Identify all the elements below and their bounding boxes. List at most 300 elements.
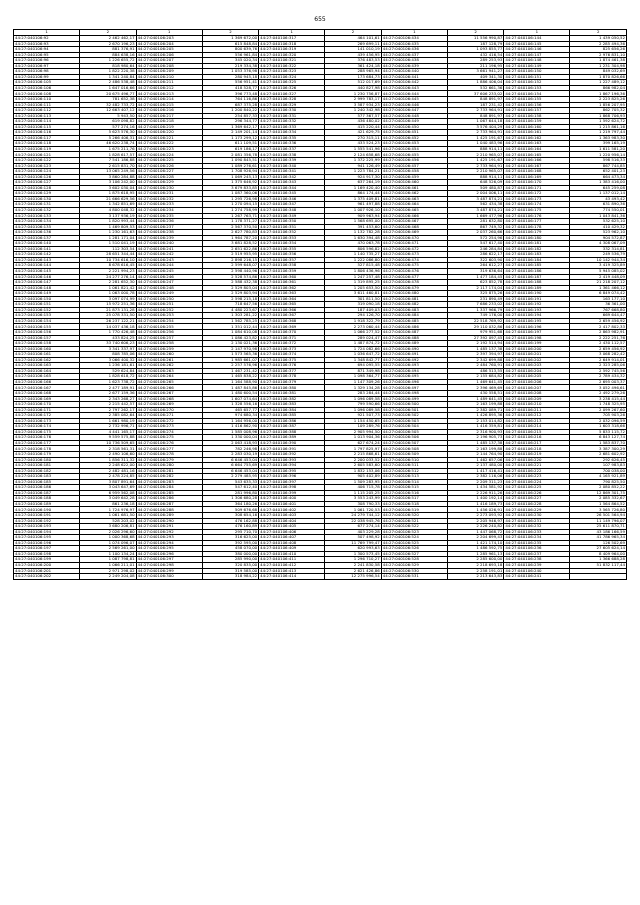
cadastral-value-cell: 392 595,00 [202,540,258,546]
cadastral-value-cell: 2 144 764,90 [447,452,503,458]
cadastral-value-cell: 2 209 311,23 [447,479,503,485]
cadastral-number-cell: 44:27:040106:211 [504,407,570,413]
cadastral-number-cell: 44:27:040106:155 [504,97,570,103]
cadastral-value-cell: 861 236,18 [80,501,136,507]
cadastral-value-cell: 1 040 483,96 [447,141,503,147]
cadastral-value-cell: 2 221 994,23 [80,268,136,274]
cadastral-value-cell: 2 285 600,00 [447,557,503,563]
cadastral-number-cell: 44:27:040106:492 [381,357,447,363]
cadastral-number-cell: 44:27:040106:122 [14,158,80,164]
column-header: 2 [447,30,503,36]
cadastral-number-cell: 44:27:040106:111 [14,102,80,108]
cadastral-number-cell: 44:27:040106:196 [504,324,570,330]
cadastral-number-cell: 44:27:040106:293 [136,535,202,541]
cadastral-value-cell: 1 140 735,27 [325,252,381,258]
cadastral-value-cell: 269 699,11 [325,41,381,47]
cadastral-value-cell: 1 564 864,52 [570,501,627,507]
cadastral-value-cell: 941 126,49 [325,163,381,169]
cadastral-number-cell: 44:27:040106:173 [14,418,80,424]
cadastral-value-cell: 1 375 646,92 [202,180,258,186]
cadastral-value-cell: 2 226 911,26 [447,490,503,496]
cadastral-value-cell: 2 205 946,97 [447,518,503,524]
cadastral-value-cell: 664 473,34 [570,174,627,180]
cadastral-value-cell: 1 341 240,84 [80,74,136,80]
cadastral-number-cell: 44:27:040106:151 [14,302,80,308]
cadastral-number-cell: 44:27:040106:234 [136,207,202,213]
cadastral-value-cell: 281 996,80 [202,490,258,496]
cadastral-value-cell: 1 147 309,26 [325,379,381,385]
cadastral-value-cell: 2 396 469,69 [447,385,503,391]
cadastral-number-cell: 44:27:040106:276 [136,440,202,446]
cadastral-value-cell: 1 137 012,14 [570,191,627,197]
cadastral-value-cell: 20 675 496,77 [80,91,136,97]
cadastral-value-cell: 316 625,00 [202,535,258,541]
cadastral-value-cell: 781 652,38 [80,97,136,103]
cadastral-value-cell: 6 959 562,08 [80,490,136,496]
cadastral-value-cell: 1 828 618,72 [80,374,136,380]
cadastral-number-cell: 44:27:040106:185 [14,479,80,485]
cadastral-number-cell: 44:27:040106:153 [504,85,570,91]
cadastral-value-cell: 637 264,19 [325,180,381,186]
cadastral-number-cell: 44:27:040106:502 [381,413,447,419]
cadastral-value-cell: 286 622,17 [447,252,503,258]
cadastral-number-cell: 44:27:040106:319 [259,47,325,53]
cadastral-number-cell: 44:27:040106:285 [136,490,202,496]
cadastral-value-cell: 2 155 684,82 [447,374,503,380]
cadastral-number-cell: 44:27:040106:283 [136,479,202,485]
cadastral-value-cell: 26 237 122,21 [80,318,136,324]
cadastral-value-cell: 1 487 845,86 [202,385,258,391]
cadastral-number-cell: 44:27:040106:150 [504,69,570,75]
cadastral-number-cell: 44:27:040106:467 [381,219,447,225]
cadastral-value-cell: 8 409 964,00 [570,551,627,557]
cadastral-number-cell: 44:27:040106:213 [136,91,202,97]
cadastral-number-cell: 44:27:040106:210 [136,74,202,80]
cadastral-value-cell: 51 832 117,44 [570,562,627,568]
cadastral-number-cell: 44:27:040106:525 [381,540,447,546]
cadastral-number-cell: 44:27:040106:436 [381,47,447,53]
cadastral-value-cell: 2 137 480,00 [447,463,503,469]
cadastral-value-cell: 2 099 267,60 [570,407,627,413]
cadastral-number-cell: 44:27:040106:168 [504,169,570,175]
cadastral-number-cell: 44:27:040106:435 [381,41,447,47]
cadastral-value-cell: 433 824,25 [80,335,136,341]
cadastral-value-cell: 391 453,60 [325,224,381,230]
cadastral-number-cell: 44:27:040106:381 [259,391,325,397]
cadastral-number-cell: 44:27:040106:214 [504,424,570,430]
cadastral-number-cell: 44:27:040106:355 [259,246,325,252]
cadastral-value-cell: 1 434 581,92 [447,485,503,491]
cadastral-number-cell: 44:27:040106:223 [136,146,202,152]
cadastral-number-cell: 44:27:040106:219 [136,124,202,130]
cadastral-value-cell: 3 052 496,61 [570,385,627,391]
cadastral-number-cell: 44:27:040106:217 [136,113,202,119]
cadastral-number-cell: 44:27:040106:375 [259,357,325,363]
cadastral-number-cell: 44:27:040106:257 [136,335,202,341]
cadastral-value-cell: 1 918 322,79 [325,318,381,324]
cadastral-number-cell: 44:27:040106:185 [504,263,570,269]
cadastral-number-cell: 44:27:040106:218 [504,446,570,452]
cadastral-number-cell: 44:27:040106:269 [136,402,202,408]
cadastral-number-cell: 44:27:040106:328 [259,97,325,103]
cadastral-value-cell: 1 856 207,95 [570,102,627,108]
cadastral-value-cell: 1 822 220,38 [80,69,136,75]
cadastral-number-cell: 44:27:040106:226 [136,163,202,169]
cadastral-number-cell: 44:27:040106:215 [504,429,570,435]
cadastral-number-cell: 44:27:040106:337 [259,146,325,152]
cadastral-value-cell: 4 165 921,89 [570,474,627,480]
cadastral-number-cell: 44:27:040106:229 [504,507,570,513]
cadastral-value-cell: 21 218 207,12 [570,280,627,286]
cadastral-value-cell: 3 679 833,85 [202,185,258,191]
cadastral-number-cell: 44:27:040106:145 [14,268,80,274]
cadastral-value-cell: 1 053 376,98 [202,69,258,75]
cadastral-number-cell: 44:27:040106:401 [259,501,325,507]
cadastral-number-cell: 44:27:040106:212 [504,413,570,419]
cadastral-value-cell: 1 086 423,82 [202,335,258,341]
cadastral-value-cell: 2 192 514,94 [447,341,503,347]
cadastral-value-cell: 5 945 085,02 [570,268,627,274]
cadastral-value-cell: 410 429,32 [570,224,627,230]
cadastral-value-cell: 562 434,38 [447,202,503,208]
cadastral-number-cell: 44:27:040106:168 [14,391,80,397]
cadastral-value-cell: 21 666 629,56 [80,196,136,202]
cadastral-value-cell: 211 196,95 [447,63,503,69]
cadastral-value-cell: 1 603 318,66 [570,424,627,430]
cadastral-number-cell: 44:27:040106:189 [504,285,570,291]
cadastral-value-cell: 2 382 116,06 [447,474,503,480]
cadastral-value-cell: 1 369 642,17 [202,124,258,130]
cadastral-value-cell: 2 285 494,36 [570,41,627,47]
cadastral-number-cell: 44:27:040106:188 [14,496,80,502]
cadastral-value-cell: 46 620 238,74 [80,141,136,147]
cadastral-value-cell: 4 308 067,09 [570,241,627,247]
cadastral-number-cell: 44:27:040106:335 [259,135,325,141]
cadastral-number-cell: 44:27:040106:190 [504,291,570,297]
cadastral-number-cell: 44:27:040106:134 [14,219,80,225]
cadastral-number-cell: 44:27:040106:129 [14,191,80,197]
cadastral-value-cell: 288 965,94 [325,69,381,75]
cadastral-number-cell: 44:27:040106:487 [381,329,447,335]
cadastral-value-cell: 2 681 602,92 [570,452,627,458]
cadastral-value-cell: 10 142 944,34 [570,257,627,263]
cadastral-value-cell: 1 043 841,36 [570,213,627,219]
cadastral-number-cell: 44:27:040106:205 [504,374,570,380]
cadastral-number-cell: 44:27:040106:292 [136,529,202,535]
column-header: 1 [259,30,325,36]
cadastral-value-cell: 1 061 720,53 [325,507,381,513]
cadastral-value-cell: 2 898 216,15 [202,257,258,263]
cadastral-number-cell: 44:27:040106:288 [136,507,202,513]
cadastral-number-cell: 44:27:040106:144 [14,263,80,269]
cadastral-value-cell: 1 607 074,64 [202,396,258,402]
cadastral-value-cell: 1 724 082,66 [325,346,381,352]
cadastral-number-cell: 44:27:040106:154 [14,318,80,324]
cadastral-number-cell: 44:27:040106:207 [504,385,570,391]
cadastral-number-cell: 44:27:040106:155 [14,324,80,330]
cadastral-number-cell: 44:27:040106:153 [14,313,80,319]
cadastral-number-cell: 44:27:040106:343 [259,180,325,186]
cadastral-value-cell: 1 583 837,70 [570,440,627,446]
cadastral-value-cell: 2 733 964,91 [447,163,503,169]
cadastral-value-cell: 10 736 509,65 [80,440,136,446]
cadastral-number-cell: 44:27:040106:193 [14,524,80,530]
cadastral-value-cell: 615 848,84 [202,41,258,47]
cadastral-value-cell: 2 204 699,43 [447,535,503,541]
cadastral-value-cell: 6 849 074,42 [570,291,627,297]
cadastral-number-cell: 44:27:040106:351 [259,224,325,230]
cadastral-number-cell: 44:27:040106:230 [136,185,202,191]
cadastral-number-cell: 44:27:040106:298 [136,562,202,568]
cadastral-value-cell: 1 061 821,42 [80,285,136,291]
cadastral-value-cell: 2 462 462,17 [80,36,136,42]
cadastral-number-cell: 44:27:040106:156 [14,329,80,335]
cadastral-value-cell: 1 439 050,52 [570,36,627,42]
cadastral-value-cell: 782 246,98 [202,446,258,452]
cadastral-value-cell: 1 456 026,91 [447,507,503,513]
cadastral-value-cell: 476 160,89 [202,524,258,530]
cadastral-value-cell: 979 951,68 [447,329,503,335]
cadastral-number-cell: 44:27:040106:164 [14,368,80,374]
cadastral-value-cell: 1 875 618,95 [80,191,136,197]
cadastral-value-cell: 2 080 852,22 [570,485,627,491]
cadastral-number-cell: 44:27:040106:412 [259,562,325,568]
cadastral-number-cell: 44:27:040106:207 [136,58,202,64]
cadastral-value-cell: 3 387 300,29 [570,446,627,452]
cadastral-value-cell: 881 376,91 [80,47,136,53]
cadastral-value-cell: 718 647,56 [202,302,258,308]
cadastral-value-cell: 806 596,82 [325,246,381,252]
cadastral-value-cell: 767 668,80 [570,307,627,313]
cadastral-number-cell: 44:27:040106:270 [136,407,202,413]
cadastral-value-cell: 2 163 199,88 [447,402,503,408]
cadastral-number-cell: 44:27:040106:228 [136,174,202,180]
cadastral-number-cell: 44:27:040106:330 [259,108,325,114]
cadastral-number-cell: 44:27:040106:267 [136,391,202,397]
cadastral-value-cell: 464 101,61 [325,36,381,42]
cadastral-value-cell: 1 090 845,51 [202,158,258,164]
cadastral-value-cell: 396 773,48 [202,91,258,97]
cadastral-value-cell: 5 266 406,31 [80,135,136,141]
cadastral-value-cell: 2 492 279,26 [570,391,627,397]
cadastral-value-cell: 1 383 416,00 [570,180,627,186]
cadastral-number-cell: 44:27:040106:393 [259,457,325,463]
cadastral-value-cell: 1 510 041,19 [80,241,136,247]
cadastral-value-cell: 1 797 825,97 [325,446,381,452]
cadastral-number-cell: 44:27:040106:99 [14,74,80,80]
cadastral-value-cell: 318 984,22 [202,574,258,580]
cadastral-number-cell: 44:27:040106:350 [259,219,325,225]
cadastral-value-cell: 2 385 082,64 [80,413,136,419]
cadastral-value-cell: 1 087 360,06 [202,191,258,197]
cadastral-number-cell: 44:27:040106:445 [381,97,447,103]
cadastral-value-cell: 308 790,33 [325,501,381,507]
cadastral-value-cell: 1 036 647,72 [325,352,381,358]
cadastral-value-cell: 2 248 622,00 [80,463,136,469]
cadastral-value-cell: 28 651 344,44 [80,252,136,258]
cadastral-value-cell: 1 169 420,40 [325,185,381,191]
cadastral-value-cell: 295 710,70 [202,529,258,535]
cadastral-number-cell: 44:27:040106:447 [381,108,447,114]
cadastral-value-cell: 22 038 945,76 [325,518,381,524]
cadastral-number-cell: 44:27:040106:528 [381,557,447,563]
cadastral-value-cell: 3 419 325,89 [570,263,627,269]
cadastral-number-cell: 44:27:040106:446 [381,102,447,108]
cadastral-number-cell: 44:27:040106:160 [504,124,570,130]
cadastral-value-cell: 1 063 000,78 [80,291,136,297]
cadastral-value-cell: 1 096 089,58 [325,407,381,413]
cadastral-value-cell: 1 485 137,38 [447,346,503,352]
cadastral-number-cell: 44:27:040106:180 [14,457,80,463]
cadastral-number-cell: 44:27:040106:105 [14,80,80,86]
cadastral-number-cell: 44:27:040106:247 [136,280,202,286]
cadastral-number-cell: 44:27:040106:468 [381,224,447,230]
cadastral-value-cell: 3 487 874,21 [447,207,503,213]
cadastral-number-cell: 44:27:040106:387 [259,424,325,430]
cadastral-number-cell: 44:27:040106:499 [381,396,447,402]
cadastral-value-cell: 292 626,45 [570,457,627,463]
cadastral-number-cell: 44:27:040106:265 [136,379,202,385]
cadastral-number-cell: 44:27:040106:151 [504,74,570,80]
cadastral-number-cell: 44:27:040106:290 [136,518,202,524]
cadastral-number-cell: 44:27:040106:240 [136,241,202,247]
cadastral-number-cell: 44:27:040106:189 [14,501,80,507]
cadastral-number-cell: 44:27:040106:152 [504,80,570,86]
cadastral-value-cell: 1 337 966,79 [447,307,503,313]
page-number: 655 [314,16,326,23]
cadastral-value-cell: 3 553 243,99 [325,496,381,502]
cadastral-value-cell: 308 654,16 [202,513,258,519]
table-body [14,36,627,580]
cadastral-number-cell: 44:27:040106:274 [136,429,202,435]
cadastral-value-cell: 2 651 622,86 [202,246,258,252]
cadastral-number-cell: 44:27:040106:273 [136,424,202,430]
cadastral-number-cell: 44:27:040106:95 [14,52,80,58]
cadastral-number-cell: 44:27:040106:295 [136,546,202,552]
cadastral-number-cell: 44:27:040106:324 [259,74,325,80]
cadastral-value-cell: 2 085 332,67 [570,496,627,502]
cadastral-number-cell: 44:27:040106:366 [259,307,325,313]
column-header: 2 [325,30,381,36]
cadastral-number-cell: 44:27:040106:510 [381,457,447,463]
cadastral-number-cell: 44:27:040106:515 [381,485,447,491]
cadastral-number-cell: 44:27:040106:291 [136,524,202,530]
cadastral-value-cell: 543 635,33 [202,479,258,485]
cadastral-value-cell: 7 686 233,02 [447,302,503,308]
cadastral-number-cell: 44:27:040106:394 [259,463,325,469]
cadastral-value-cell: 5 943,50 [80,113,136,119]
cadastral-value-cell: 2 213 643,83 [447,574,503,580]
cadastral-number-cell: 44:27:040106:261 [136,357,202,363]
cadastral-number-cell: 44:27:040106:503 [381,418,447,424]
cadastral-number-cell: 44:27:040106:390 [259,440,325,446]
cadastral-number-cell: 44:27:040106:471 [381,241,447,247]
cadastral-value-cell: 2 621 426,86 [325,568,381,574]
cadastral-value-cell: 3 565 726,80 [570,507,627,513]
cadastral-number-cell: 44:27:040106:299 [136,568,202,574]
cadastral-number-cell: 44:27:040106:135 [14,224,80,230]
cadastral-value-cell: 3 807 891,64 [80,479,136,485]
cadastral-value-cell: 187 231,42 [447,102,503,108]
cadastral-value-cell: 1 623 738,72 [80,379,136,385]
cadastral-value-cell: 2 318 561,31 [80,446,136,452]
cadastral-number-cell: 44:27:040106:177 [504,219,570,225]
cadastral-number-cell: 44:27:040106:167 [504,163,570,169]
cadastral-number-cell: 44:27:040106:486 [381,324,447,330]
cadastral-number-cell: 44:27:040106:405 [259,524,325,530]
cadastral-number-cell: 44:27:040106:255 [136,324,202,330]
cadastral-number-cell: 44:27:040106:359 [259,268,325,274]
cadastral-number-cell: 44:27:040106:450 [381,124,447,130]
cadastral-number-cell: 44:27:040106:188 [504,280,570,286]
cadastral-number-cell: 44:27:040106:176 [14,435,80,441]
cadastral-value-cell: 532 625,10 [570,219,627,225]
cadastral-number-cell: 44:27:040106:321 [259,58,325,64]
cadastral-number-cell: 44:27:040106:241 [136,246,202,252]
cadastral-number-cell: 44:27:040106:385 [259,413,325,419]
cadastral-value-cell: 6 646 453,04 [202,457,258,463]
cadastral-value-cell: 270 315,11 [325,135,381,141]
cadastral-number-cell: 44:27:040106:352 [259,230,325,236]
cadastral-number-cell: 44:27:040106:258 [136,341,202,347]
cadastral-number-cell: 44:27:040106:391 [259,446,325,452]
cadastral-value-cell: 1 215 861,16 [570,124,627,130]
cadastral-value-cell: 1 832 153,06 [325,468,381,474]
cadastral-number-cell: 44:27:040106:178 [14,446,80,452]
cadastral-number-cell: 44:27:040106:191 [14,513,80,519]
cadastral-number-cell: 44:27:040106:204 [136,41,202,47]
cadastral-number-cell: 44:27:040106:483 [381,307,447,313]
cadastral-number-cell: 44:27:040106:356 [259,252,325,258]
cadastral-number-cell: 44:27:040106:408 [259,540,325,546]
cadastral-number-cell: 44:27:040106:172 [14,413,80,419]
cadastral-number-cell: 44:27:040106:384 [259,407,325,413]
cadastral-value-cell: 141 010,19 [325,47,381,53]
cadastral-number-cell: 44:27:040106:357 [259,257,325,263]
cadastral-value-cell: 1 231 304,98 [570,63,627,69]
cadastral-value-cell: 2 258 191,01 [447,568,503,574]
cadastral-value-cell: 4 441 165,17 [80,429,136,435]
cadastral-number-cell: 44:27:040106:182 [504,246,570,252]
cadastral-value-cell: 289 253,93 [447,58,503,64]
cadastral-value-cell: 319 090,18 [325,302,381,308]
cadastral-number-cell: 44:27:040106:448 [381,113,447,119]
cadastral-value-cell: 254 857,33 [202,113,258,119]
cadastral-number-cell: 44:27:040106:227 [504,496,570,502]
cadastral-value-cell: 1 226 655,72 [80,58,136,64]
cadastral-value-cell: 2 323 285,06 [570,363,627,369]
cadastral-number-cell: 44:27:040106:404 [259,518,325,524]
cadastral-number-cell: 44:27:040106:526 [381,546,447,552]
cadastral-number-cell: 44:27:040106:409 [259,546,325,552]
cadastral-value-table [13,29,627,580]
cadastral-number-cell: 44:27:040106:505 [381,429,447,435]
cadastral-value-cell: 2 215 868,61 [325,452,381,458]
cadastral-value-cell: 2 149 201,14 [202,130,258,136]
cadastral-value-cell: 486 513,55 [447,368,503,374]
cadastral-value-cell: 380 000,00 [202,551,258,557]
cadastral-number-cell: 44:27:040106:221 [136,135,202,141]
cadastral-number-cell: 44:27:040106:496 [381,379,447,385]
cadastral-number-cell: 44:27:040106:382 [259,396,325,402]
cadastral-value-cell: 547 612,40 [202,485,258,491]
cadastral-value-cell: 36 361,00 [570,302,627,308]
cadastral-value-cell: 264 612,27 [447,263,503,269]
cadastral-number-cell: 44:27:040106:465 [381,207,447,213]
cadastral-number-cell: 44:27:040106:462 [381,191,447,197]
cadastral-number-cell: 44:27:040106:369 [259,324,325,330]
cadastral-value-cell: 2 588 432,38 [202,280,258,286]
